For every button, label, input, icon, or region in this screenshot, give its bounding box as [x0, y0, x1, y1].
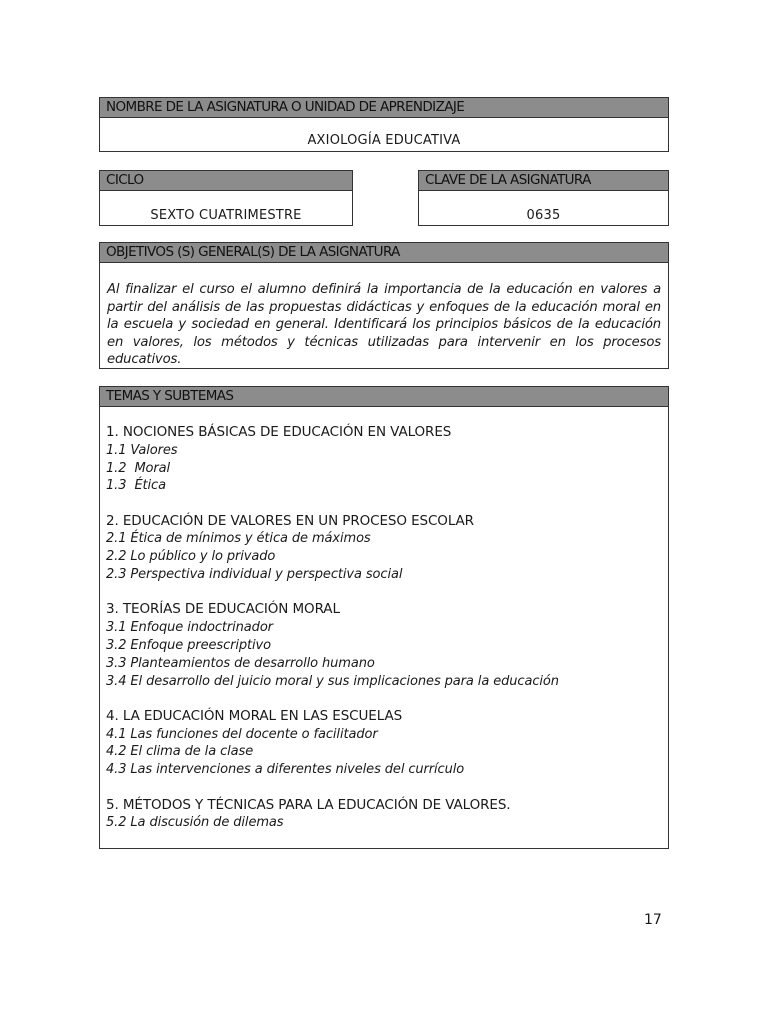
ciclo-value: SEXTO CUATRIMESTRE [150, 208, 302, 223]
subtopic: 3.4 El desarrollo del juicio moral y sus implicaciones para la educación [106, 673, 559, 689]
subtopic: 3.3 Planteamientos de desarrollo humano [106, 655, 375, 671]
clave-box [418, 170, 669, 226]
topic-group [106, 797, 662, 833]
subtopic: 4.1 Las funciones del docente o facilitador [106, 726, 378, 742]
subtopic: 3.2 Enfoque preescriptivo [106, 637, 271, 653]
topic-title: 4. LA EDUCACIÓN MORAL EN LAS ESCUELAS [106, 707, 403, 724]
temas-list [100, 407, 668, 832]
objetivos-text: Al finalizar el curso el alumno definirá la importancia de la educación en valores a partir del análisis de las propuestas didácticas y enfoques de la educación moral en la escuela y sociedad en general. Identificará los principios básicos de la educación en valores, los métodos y técnicas utilizadas para intervenir en los procesos educativos. [107, 282, 661, 367]
asignatura-box [99, 97, 669, 152]
objetivos-box [99, 242, 669, 369]
temas-box [99, 386, 669, 849]
subtopic: 2.3 Perspectiva individual y perspectiva social [106, 567, 403, 583]
subtopic: 1.3 Ética [106, 478, 166, 494]
subtopic: 3.1 Enfoque indoctrinador [106, 620, 273, 636]
ciclo-box [99, 170, 353, 226]
subtopic: 1.1 Valores [106, 442, 178, 458]
topic-group [106, 601, 662, 690]
topic-title: 1. NOCIONES BÁSICAS DE EDUCACIÓN EN VALORES [106, 424, 452, 440]
subtopic: 2.1 Ética de mínimos y ética de máximos [106, 531, 371, 547]
topic-group [106, 424, 662, 495]
clave-value: 0635 [526, 208, 561, 223]
subtopic: 2.2 Lo público y lo privado [106, 549, 276, 565]
subtopic: 4.3 Las intervenciones a diferentes niveles del currículo [106, 762, 465, 778]
topic-title: 2. EDUCACIÓN DE VALORES EN UN PROCESO ESCOLAR [106, 512, 474, 529]
asignatura-header: NOMBRE DE LA ASIGNATURA O UNIDAD DE APRENDIZAJE [100, 98, 668, 118]
clave-header: CLAVE DE LA ASIGNATURA [419, 171, 668, 191]
page-number: 17 [644, 912, 662, 928]
ciclo-header: CICLO [100, 171, 352, 191]
topic-group [106, 708, 662, 779]
temas-header: TEMAS Y SUBTEMAS [100, 387, 668, 407]
topic-title: 3. TEORÍAS DE EDUCACIÓN MORAL [106, 601, 340, 618]
subtopic: 4.2 El clima de la clase [106, 744, 254, 760]
asignatura-value: AXIOLOGÍA EDUCATIVA [307, 133, 461, 148]
subtopic: 1.2 Moral [106, 460, 171, 476]
topic-title: 5. MÉTODOS Y TÉCNICAS PARA LA EDUCACIÓN DE VALORES. [106, 796, 511, 813]
topic-group [106, 513, 662, 584]
subtopic: 5.2 La discusión de dilemas [106, 815, 284, 831]
objetivos-header: OBJETIVOS (S) GENERAL(S) DE LA ASIGNATURA [100, 243, 668, 263]
